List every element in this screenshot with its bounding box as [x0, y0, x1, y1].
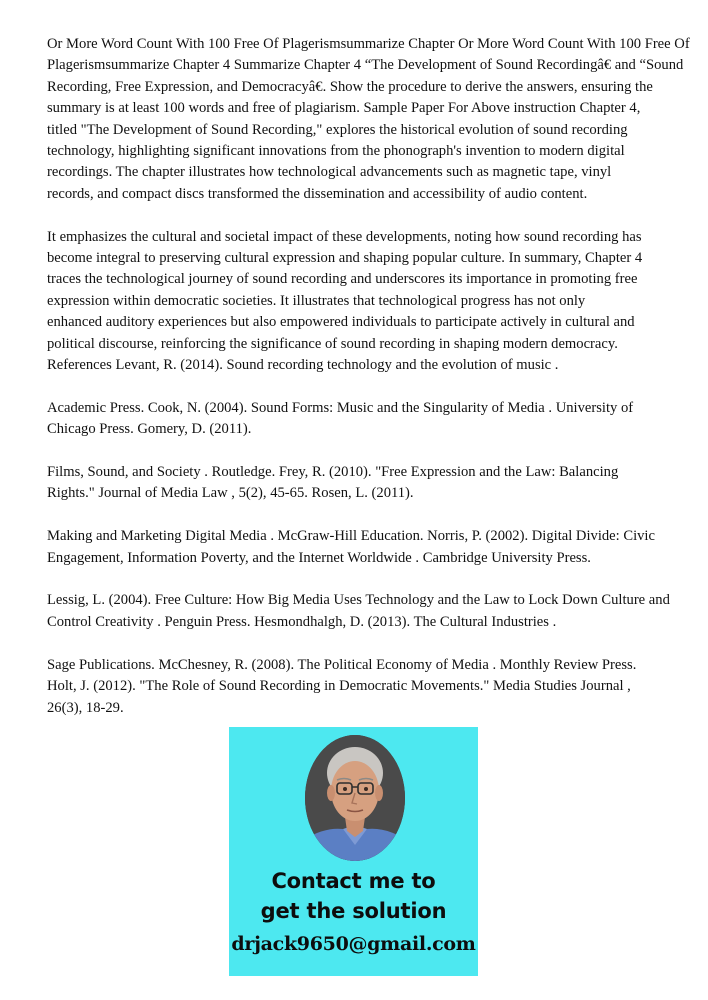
reference-paragraph-2: [47, 462, 687, 505]
text-line: Sage Publications. McChesney, R. (2008). The Political Economy of Media . Monthly Review Press.: [47, 656, 637, 673]
text-line: Recording, Free Expression, and Democracyâ€. Show the procedure to derive the answers, ensuring the: [47, 78, 653, 95]
paragraph-2: [47, 227, 687, 377]
text-line: Films, Sound, and Society . Routledge. Frey, R. (2010). "Free Expression and the Law: Balancing: [47, 464, 619, 481]
text-line: records, and compact discs transformed the dissemination and accessibility of audio content.: [47, 185, 588, 202]
contact-heading-line-1: Contact me to: [271, 869, 436, 893]
reference-paragraph-1: [47, 398, 687, 441]
paragraph-1: [47, 34, 690, 205]
text-line: political discourse, reinforcing the significance of sound recording in shaping modern democracy.: [47, 335, 618, 352]
contact-ad-banner[interactable]: [229, 727, 478, 976]
text-line: titled "The Development of Sound Recording," explores the historical evolution of sound recording: [47, 121, 628, 138]
text-line: become integral to preserving cultural expression and shaping popular culture. In summary, Chapter 4: [47, 250, 643, 267]
text-line: Control Creativity . Penguin Press. Hesmondhalgh, D. (2013). The Cultural Industries .: [47, 613, 557, 630]
text-line: Holt, J. (2012). "The Role of Sound Recording in Democratic Movements." Media Studies Journal ,: [47, 678, 631, 695]
text-line: Rights." Journal of Media Law , 5(2), 45-65. Rosen, L. (2011).: [47, 485, 414, 502]
document-body: [47, 34, 690, 740]
text-line: Chicago Press. Gomery, D. (2011).: [47, 421, 252, 438]
text-line: expression within democratic societies. It illustrates that technological progress has not only: [47, 292, 586, 309]
text-line: Making and Marketing Digital Media . McGraw-Hill Education. Norris, P. (2002). Digital Divide: Civic: [47, 528, 655, 545]
text-line: Plagerismsummarize Chapter 4 Summarize Chapter 4 “The Development of Sound Recordingâ€ and “Sound: [47, 57, 684, 74]
text-line: recordings. The chapter illustrates how technological advancements such as magnetic tape, vinyl: [47, 164, 612, 181]
text-line: It emphasizes the cultural and societal impact of these developments, noting how sound recording has: [47, 228, 642, 245]
text-line: technology, highlighting significant innovations from the phonograph's invention to modern digital: [47, 143, 625, 160]
reference-paragraph-3: [47, 526, 687, 569]
text-line: traces the technological journey of sound recording and underscores its importance in promoting free: [47, 271, 638, 288]
reference-paragraph-5: [47, 655, 687, 719]
text-line: summary is at least 100 words and free of plagiarism. Sample Paper For Above instruction Chapter 4,: [47, 100, 641, 117]
text-line: Lessig, L. (2004). Free Culture: How Big Media Uses Technology and the Law to Lock Down Culture and: [47, 592, 670, 609]
reference-paragraph-4: [47, 590, 687, 633]
author-portrait: [305, 735, 405, 861]
portrait-illustration: [305, 735, 405, 861]
text-line: References Levant, R. (2014). Sound recording technology and the evolution of music .: [47, 357, 559, 374]
text-line: Academic Press. Cook, N. (2004). Sound Forms: Music and the Singularity of Media . University of: [47, 399, 634, 416]
text-line: enhanced auditory experiences but also empowered individuals to participate actively in cultural and: [47, 314, 635, 331]
contact-email-link[interactable]: drjack9650@gmail.com: [231, 933, 476, 955]
text-line: 26(3), 18-29.: [47, 699, 124, 716]
text-line: Or More Word Count With 100 Free Of Plagerismsummarize Chapter Or More Word Count With 100 Free Of: [47, 36, 690, 52]
text-line: Engagement, Information Poverty, and the Internet Worldwide . Cambridge University Press.: [47, 549, 591, 566]
contact-heading-line-2: get the solution: [260, 899, 447, 923]
